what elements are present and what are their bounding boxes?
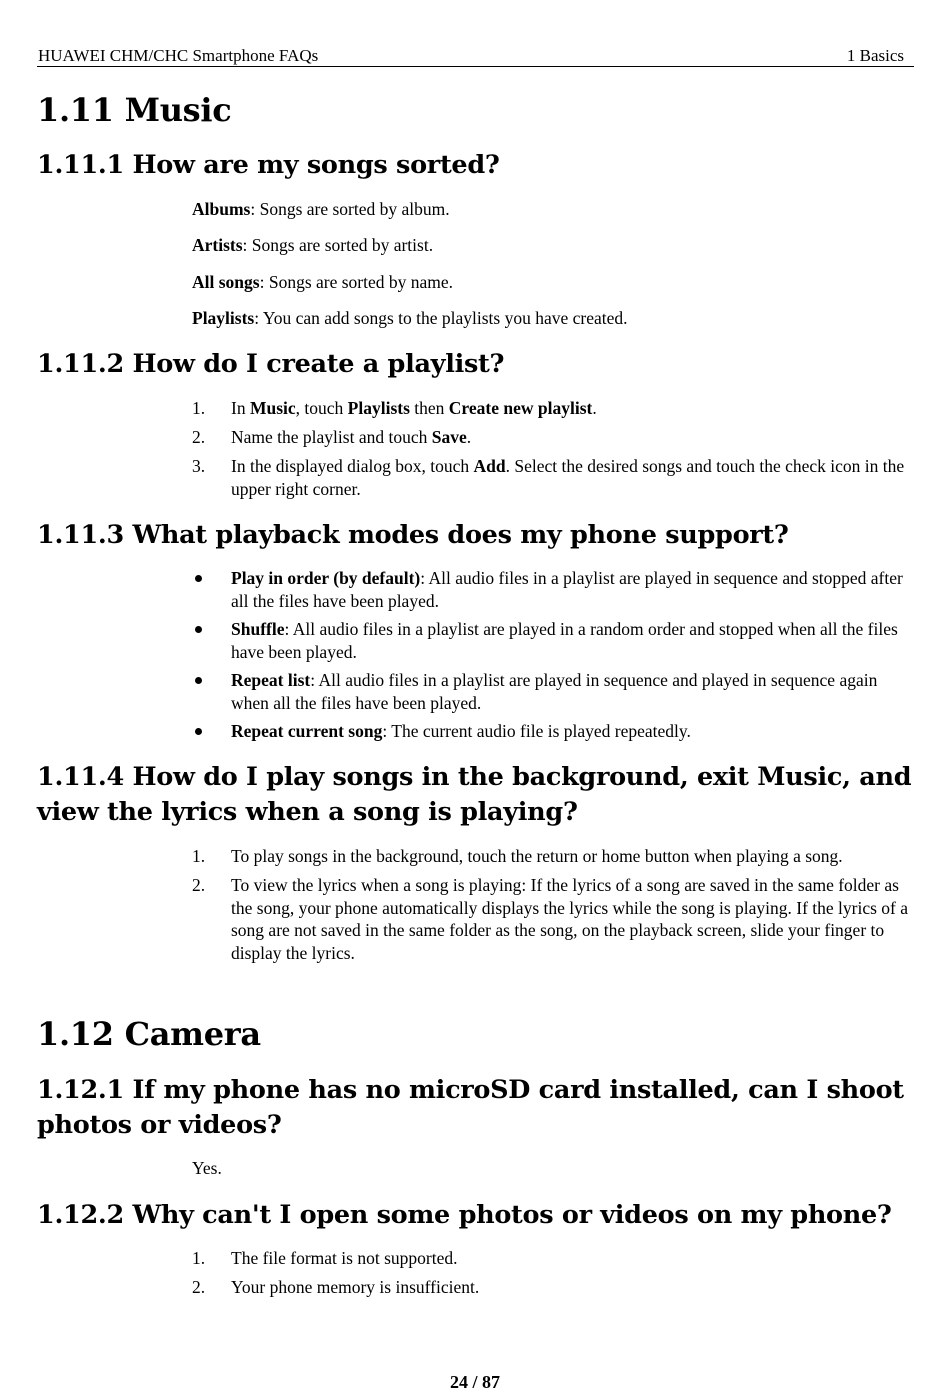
list-item: Shuffle: All audio files in a playlist are played in a random order and stopped when all the files have been played. (192, 618, 917, 663)
subsection-title-background-playback: 1.11.4 How do I play songs in the background, exit Music, and view the lyrics when a song is playing? (37, 762, 912, 827)
subsection-title-songs-sorted: 1.11.1 How are my songs sorted? (37, 150, 500, 180)
list-item: 1. In Music, touch Playlists then Create new playlist. (192, 398, 597, 418)
chapter-label: 1 Basics (846, 46, 904, 65)
list-item: Play in order (by default): All audio files in a playlist are played in sequence and stopped after all the files have been played. (192, 567, 917, 612)
list-item: Repeat current song: The current audio file is played repeatedly. (192, 720, 917, 743)
subsection-title-playback-modes: 1.11.3 What playback modes does my phone support? (37, 520, 789, 550)
running-header (37, 44, 914, 67)
sort-item-playlists: Playlists: You can add songs to the playlists you have created. (192, 308, 628, 328)
sort-item-artists: Artists: Songs are sorted by artist. (192, 235, 434, 255)
bullet-icon (195, 626, 202, 633)
list-item: 1. To play songs in the background, touch the return or home button when playing a song. (192, 846, 843, 866)
subsection-title-create-playlist: 1.11.2 How do I create a playlist? (37, 349, 505, 379)
list-item: 3. In the displayed dialog box, touch Add. Select the desired songs and touch the check icon in the upper right corner. (192, 456, 905, 499)
sort-item-albums: Albums: Songs are sorted by album. (192, 199, 450, 219)
subsection-title-cannot-open-photos: 1.12.2 Why can't I open some photos or videos on my phone? (37, 1200, 892, 1230)
sort-item-all-songs: All songs: Songs are sorted by name. (192, 272, 454, 292)
section-title-camera: 1.12 Camera (37, 1015, 261, 1053)
list-item: 1. The file format is not supported. (192, 1248, 458, 1268)
section-title-music: 1.11 Music (37, 91, 232, 129)
bullet-icon (195, 728, 202, 735)
list-item: Repeat list: All audio files in a playlist are played in sequence and played in sequence again when all the files have been played. (192, 669, 917, 714)
bullet-icon (195, 677, 202, 684)
document-title: HUAWEI CHM/CHC Smartphone FAQs (38, 46, 319, 65)
list-item: 2. To view the lyrics when a song is playing: If the lyrics of a song are saved in the same folder as the song, your phone automatically displays the lyrics while the song is playing. If the lyrics of a song are not saved in the same folder as the song, on the playback screen, slide your finger to display the lyrics. (192, 875, 909, 963)
list-item: 2. Name the playlist and touch Save. (192, 427, 472, 447)
list-item: 2. Your phone memory is insufficient. (192, 1277, 480, 1297)
subsection-title-no-microsd: 1.12.1 If my phone has no microSD card installed, can I shoot photos or videos? (37, 1075, 904, 1140)
answer-text: Yes. (192, 1158, 222, 1178)
bullet-icon (195, 575, 202, 582)
page-number: 24 / 87 (449, 1372, 500, 1392)
